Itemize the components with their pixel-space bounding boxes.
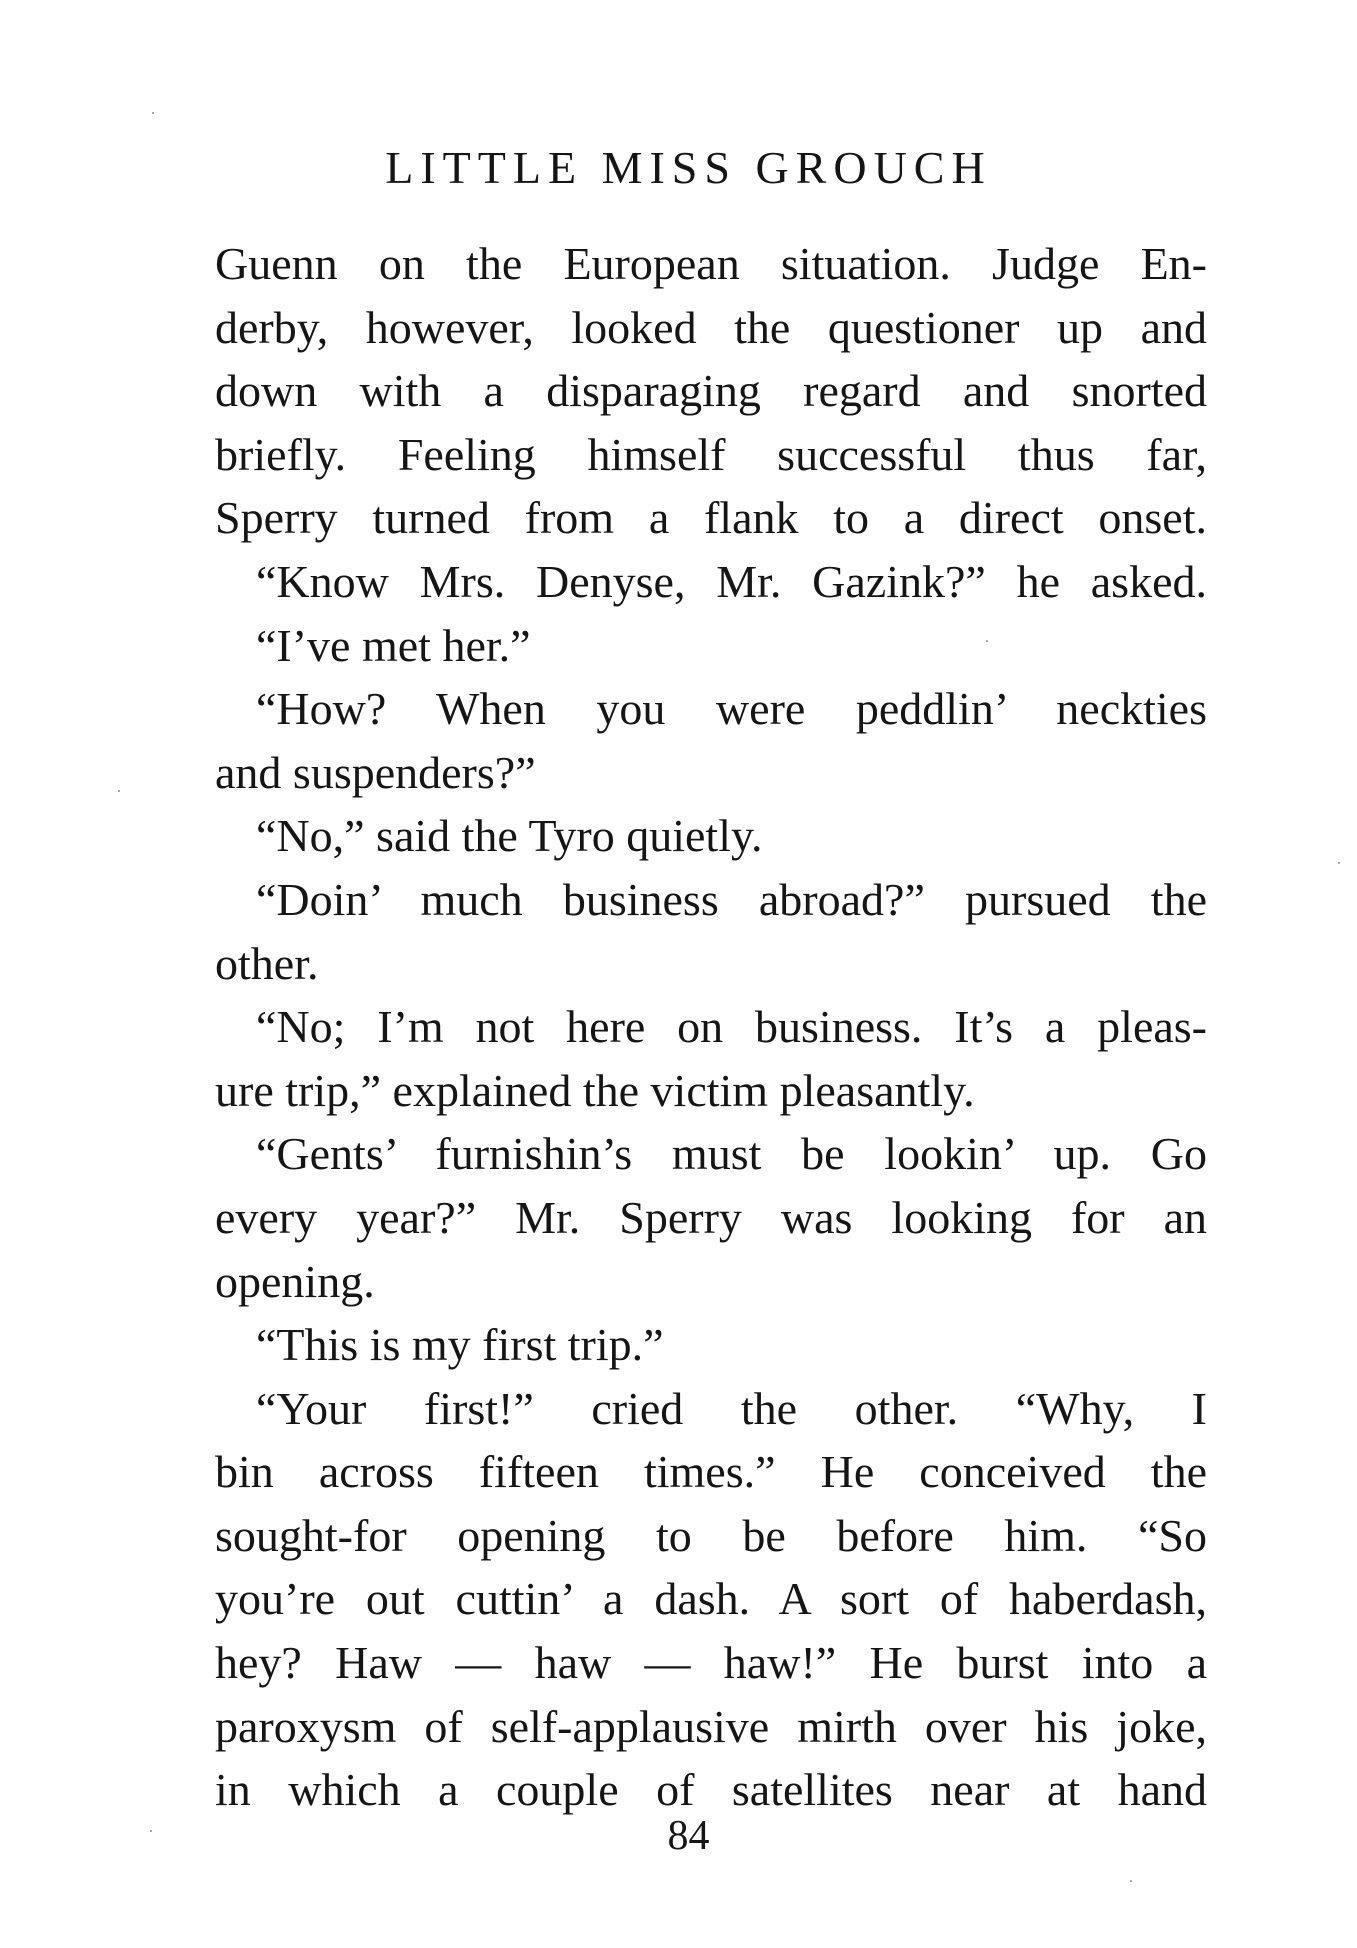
- text-line: “No; I’m not here on business. It’s a pleas-: [256, 1001, 1207, 1053]
- text-line: “Gents’ furnishin’s must be lookin’ up. Go: [256, 1128, 1207, 1180]
- paper-speck: [118, 790, 120, 792]
- text-line: every year?” Mr. Sperry was looking for an: [215, 1191, 1207, 1243]
- text-line: ure trip,” explained the victim pleasantly.: [215, 1064, 975, 1116]
- text-line: down with a disparaging regard and snorted: [215, 365, 1207, 417]
- body-text: [215, 232, 1207, 1822]
- text-line: sought-for opening to be before him. “So: [215, 1509, 1207, 1561]
- text-line: “I’ve met her.”: [256, 619, 531, 671]
- running-head: LITTLE MISS GROUCH: [385, 142, 992, 193]
- text-line: and suspenders?”: [215, 746, 536, 798]
- text-line: “This is my first trip.”: [256, 1319, 664, 1371]
- text-line: “No,” said the Tyro quietly.: [256, 810, 763, 862]
- text-line: in which a couple of satellites near at hand: [215, 1764, 1207, 1816]
- paper-speck: [150, 1830, 152, 1832]
- text-line: derby, however, looked the questioner up and: [215, 301, 1207, 353]
- page-number: 84: [667, 1813, 710, 1859]
- text-line: opening.: [215, 1255, 375, 1307]
- text-line: “How? When you were peddlin’ neckties: [256, 683, 1207, 735]
- text-line: other.: [215, 937, 319, 989]
- paper-speck: [1130, 1880, 1132, 1882]
- text-line: “Doin’ much business abroad?” pursued the: [256, 873, 1207, 925]
- paper-speck: [986, 640, 988, 642]
- text-line: paroxysm of self-applausive mirth over his joke,: [215, 1700, 1207, 1752]
- paper-speck: [152, 112, 154, 114]
- text-line: “Know Mrs. Denyse, Mr. Gazink?” he asked.: [256, 555, 1207, 607]
- text-line: “Your first!” cried the other. “Why, I: [256, 1382, 1207, 1434]
- text-line: you’re out cuttin’ a dash. A sort of haberdash,: [215, 1573, 1207, 1625]
- text-line: hey? Haw — haw — haw!” He burst into a: [215, 1637, 1207, 1689]
- paper-speck: [1338, 862, 1340, 864]
- text-line: Guenn on the European situation. Judge En-: [215, 238, 1207, 289]
- text-line: briefly. Feeling himself successful thus far,: [215, 428, 1207, 480]
- text-line: Sperry turned from a flank to a direct onset.: [215, 492, 1207, 544]
- text-line: bin across fifteen times.” He conceived the: [215, 1446, 1207, 1498]
